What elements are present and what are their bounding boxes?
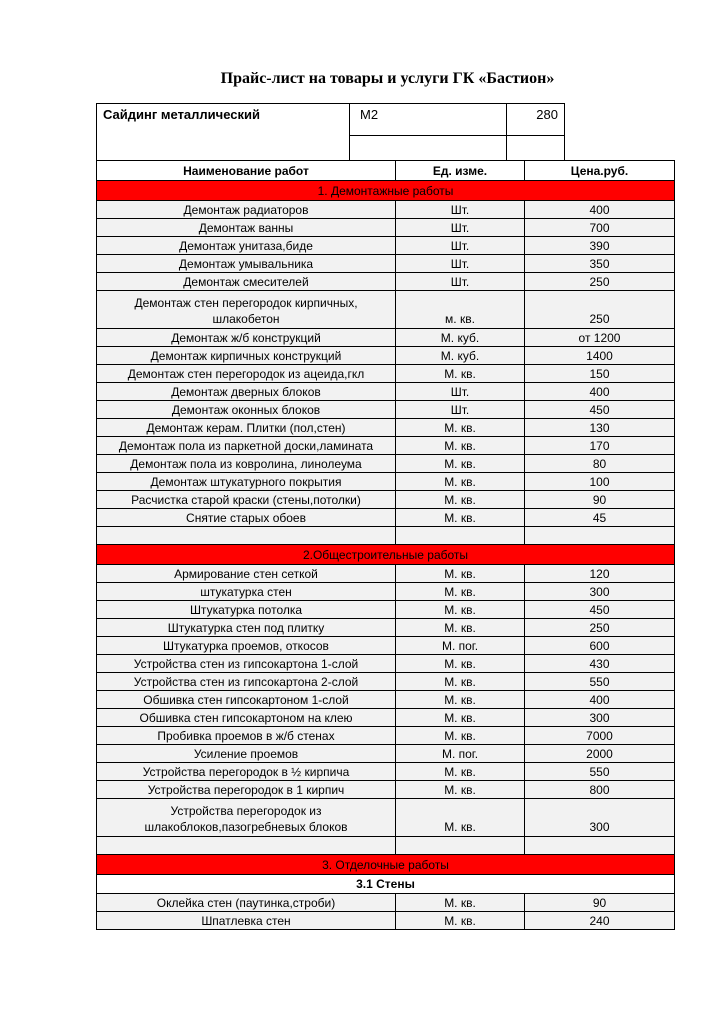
- table-row: [97, 565, 675, 583]
- table-row: [97, 383, 675, 401]
- work-name-cell: Армирование стен сеткой: [97, 565, 396, 583]
- work-name-cell: Устройства перегородок в 1 кирпич: [97, 781, 396, 799]
- price-cell: 170: [525, 437, 675, 455]
- table-row: [97, 401, 675, 419]
- table-row: [97, 455, 675, 473]
- table-row: [97, 894, 675, 912]
- price-cell: 150: [525, 365, 675, 383]
- section-row: [97, 545, 675, 565]
- unit-cell: М. кв.: [396, 912, 525, 930]
- header-box-empty-cell: [350, 136, 507, 161]
- work-name-cell: Обшивка стен гипсокартоном 1-слой: [97, 691, 396, 709]
- price-cell: 130: [525, 419, 675, 437]
- work-name-cell: Демонтаж стен перегородок из ацеида,гкл: [97, 365, 396, 383]
- unit-cell: М. кв.: [396, 727, 525, 745]
- unit-cell: М. кв.: [396, 763, 525, 781]
- empty-cell: [396, 837, 525, 855]
- work-name-cell: [97, 291, 396, 329]
- work-name-cell: Усиление проемов: [97, 745, 396, 763]
- price-cell: 450: [525, 601, 675, 619]
- unit-cell: Шт.: [396, 219, 525, 237]
- unit-cell: М. кв.: [396, 709, 525, 727]
- empty-cell: [525, 527, 675, 545]
- work-name-cell: [97, 799, 396, 837]
- table-row: [97, 255, 675, 273]
- price-table: [96, 160, 675, 930]
- unit-cell: М. кв.: [396, 799, 525, 837]
- unit-cell: М. кв.: [396, 691, 525, 709]
- unit-cell: М. кв.: [396, 455, 525, 473]
- empty-cell: [97, 527, 396, 545]
- table-row: [97, 709, 675, 727]
- work-name-cell: Пробивка проемов в ж/б стенах: [97, 727, 396, 745]
- table-row: [97, 329, 675, 347]
- table-row: [97, 291, 675, 329]
- table-row: [97, 763, 675, 781]
- price-cell: 300: [525, 583, 675, 601]
- work-name-cell: Штукатурка проемов, откосов: [97, 637, 396, 655]
- unit-cell: Шт.: [396, 273, 525, 291]
- table-row: [97, 727, 675, 745]
- table-row: [97, 219, 675, 237]
- price-cell: 90: [525, 491, 675, 509]
- section-title: 2.Общестроительные работы: [97, 545, 675, 565]
- column-header-name: Наименование работ: [97, 161, 396, 181]
- table-row: [97, 273, 675, 291]
- unit-cell: М. кв.: [396, 437, 525, 455]
- work-name-cell: Демонтаж унитаза,биде: [97, 237, 396, 255]
- work-name-cell: Устройства перегородок в ½ кирпича: [97, 763, 396, 781]
- work-name-cell: Шпатлевка стен: [97, 912, 396, 930]
- unit-cell: М. кв.: [396, 619, 525, 637]
- work-name-cell: Расчистка старой краски (стены,потолки): [97, 491, 396, 509]
- unit-cell: М. кв.: [396, 365, 525, 383]
- work-name-cell: Демонтаж штукатурного покрытия: [97, 473, 396, 491]
- subsection-row: [97, 875, 675, 894]
- unit-cell: М. кв.: [396, 419, 525, 437]
- table-row: [97, 437, 675, 455]
- work-name-line: Демонтаж стен перегородок кирпичных,: [134, 296, 358, 310]
- price-cell: 240: [525, 912, 675, 930]
- price-cell: 45: [525, 509, 675, 527]
- table-row: [97, 365, 675, 383]
- header-box: [96, 103, 565, 161]
- price-cell: 430: [525, 655, 675, 673]
- table-row: [97, 912, 675, 930]
- unit-cell: М. куб.: [396, 347, 525, 365]
- table-row: [97, 799, 675, 837]
- price-cell: 350: [525, 255, 675, 273]
- unit-cell: М. пог.: [396, 637, 525, 655]
- table-row: [97, 637, 675, 655]
- table-row: [97, 745, 675, 763]
- work-name-line: Устройства перегородок из: [170, 804, 322, 818]
- table-row: [97, 691, 675, 709]
- unit-cell: М. кв.: [396, 601, 525, 619]
- empty-cell: [396, 527, 525, 545]
- unit-cell: м. кв.: [396, 291, 525, 329]
- unit-cell: М. кв.: [396, 565, 525, 583]
- unit-cell: Шт.: [396, 255, 525, 273]
- work-name-cell: Демонтаж ж/б конструкций: [97, 329, 396, 347]
- price-cell: 2000: [525, 745, 675, 763]
- section-row: [97, 855, 675, 875]
- table-row: [97, 419, 675, 437]
- unit-cell: М. кв.: [396, 673, 525, 691]
- work-name-cell: Устройства стен из гипсокартона 1-слой: [97, 655, 396, 673]
- table-row: [97, 583, 675, 601]
- table-header-row: [97, 161, 675, 181]
- unit-cell: Шт.: [396, 201, 525, 219]
- price-cell: 120: [525, 565, 675, 583]
- section-row: [97, 181, 675, 201]
- price-cell: 700: [525, 219, 675, 237]
- empty-cell: [97, 837, 396, 855]
- work-name-cell: Оклейка стен (паутинка,строби): [97, 894, 396, 912]
- table-row: [97, 619, 675, 637]
- price-cell: 450: [525, 401, 675, 419]
- work-name-cell: Демонтаж умывальника: [97, 255, 396, 273]
- price-cell: 250: [525, 291, 675, 329]
- work-name-cell: Штукатурка стен под плитку: [97, 619, 396, 637]
- document-title: Прайс-лист на товары и услуги ГК «Бастион»: [220, 70, 555, 87]
- price-cell: 90: [525, 894, 675, 912]
- header-box-empty-cell: [507, 136, 565, 161]
- work-name-cell: Обшивка стен гипсокартоном на клею: [97, 709, 396, 727]
- table-row: [97, 601, 675, 619]
- unit-cell: М. пог.: [396, 745, 525, 763]
- price-cell: от 1200: [525, 329, 675, 347]
- work-name-cell: Демонтаж дверных блоков: [97, 383, 396, 401]
- column-header-unit: Ед. изме.: [396, 161, 525, 181]
- table-row: [97, 347, 675, 365]
- price-cell: 390: [525, 237, 675, 255]
- work-name-cell: Демонтаж керам. Плитки (пол,стен): [97, 419, 396, 437]
- table-row: [97, 655, 675, 673]
- empty-row: [97, 527, 675, 545]
- work-name-line: шлакоблоков,пазогребневых блоков: [144, 820, 348, 834]
- unit-cell: М. кв.: [396, 894, 525, 912]
- unit-cell: М. кв.: [396, 583, 525, 601]
- table-row: [97, 237, 675, 255]
- work-name-cell: Штукатурка потолка: [97, 601, 396, 619]
- unit-cell: Шт.: [396, 237, 525, 255]
- unit-cell: М. кв.: [396, 781, 525, 799]
- price-cell: 7000: [525, 727, 675, 745]
- section-title: 3. Отделочные работы: [97, 855, 675, 875]
- empty-row: [97, 837, 675, 855]
- price-cell: 250: [525, 273, 675, 291]
- section-title: 1. Демонтажные работы: [97, 181, 675, 201]
- work-name-cell: штукатурка стен: [97, 583, 396, 601]
- header-box-name: Сайдинг металлический: [97, 104, 350, 161]
- unit-cell: М. кв.: [396, 473, 525, 491]
- unit-cell: Шт.: [396, 401, 525, 419]
- column-header-price: Цена.руб.: [525, 161, 675, 181]
- header-box-price: 280: [507, 104, 565, 136]
- header-box-unit: М2: [350, 104, 507, 136]
- price-cell: 400: [525, 691, 675, 709]
- table-row: [97, 201, 675, 219]
- work-name-cell: Устройства стен из гипсокартона 2-слой: [97, 673, 396, 691]
- work-name-line: шлакобетон: [212, 312, 280, 326]
- table-row: [97, 781, 675, 799]
- work-name-cell: Снятие старых обоев: [97, 509, 396, 527]
- price-cell: 400: [525, 201, 675, 219]
- table-row: [97, 473, 675, 491]
- unit-cell: М. кв.: [396, 655, 525, 673]
- unit-cell: М. куб.: [396, 329, 525, 347]
- price-cell: 400: [525, 383, 675, 401]
- unit-cell: М. кв.: [396, 509, 525, 527]
- unit-cell: Шт.: [396, 383, 525, 401]
- price-cell: 1400: [525, 347, 675, 365]
- work-name-cell: Демонтаж пола из ковролина, линолеума: [97, 455, 396, 473]
- price-cell: 100: [525, 473, 675, 491]
- price-cell: 80: [525, 455, 675, 473]
- work-name-cell: Демонтаж радиаторов: [97, 201, 396, 219]
- table-row: [97, 673, 675, 691]
- work-name-cell: Демонтаж смесителей: [97, 273, 396, 291]
- price-cell: 600: [525, 637, 675, 655]
- price-cell: 800: [525, 781, 675, 799]
- price-cell: 300: [525, 709, 675, 727]
- table-row: [97, 509, 675, 527]
- price-cell: 550: [525, 763, 675, 781]
- unit-cell: М. кв.: [396, 491, 525, 509]
- price-cell: 250: [525, 619, 675, 637]
- table-row: [97, 491, 675, 509]
- price-cell: 300: [525, 799, 675, 837]
- work-name-cell: Демонтаж оконных блоков: [97, 401, 396, 419]
- empty-cell: [525, 837, 675, 855]
- work-name-cell: Демонтаж пола из паркетной доски,ламината: [97, 437, 396, 455]
- work-name-cell: Демонтаж ванны: [97, 219, 396, 237]
- price-cell: 550: [525, 673, 675, 691]
- subsection-title: 3.1 Стены: [97, 875, 675, 894]
- work-name-cell: Демонтаж кирпичных конструкций: [97, 347, 396, 365]
